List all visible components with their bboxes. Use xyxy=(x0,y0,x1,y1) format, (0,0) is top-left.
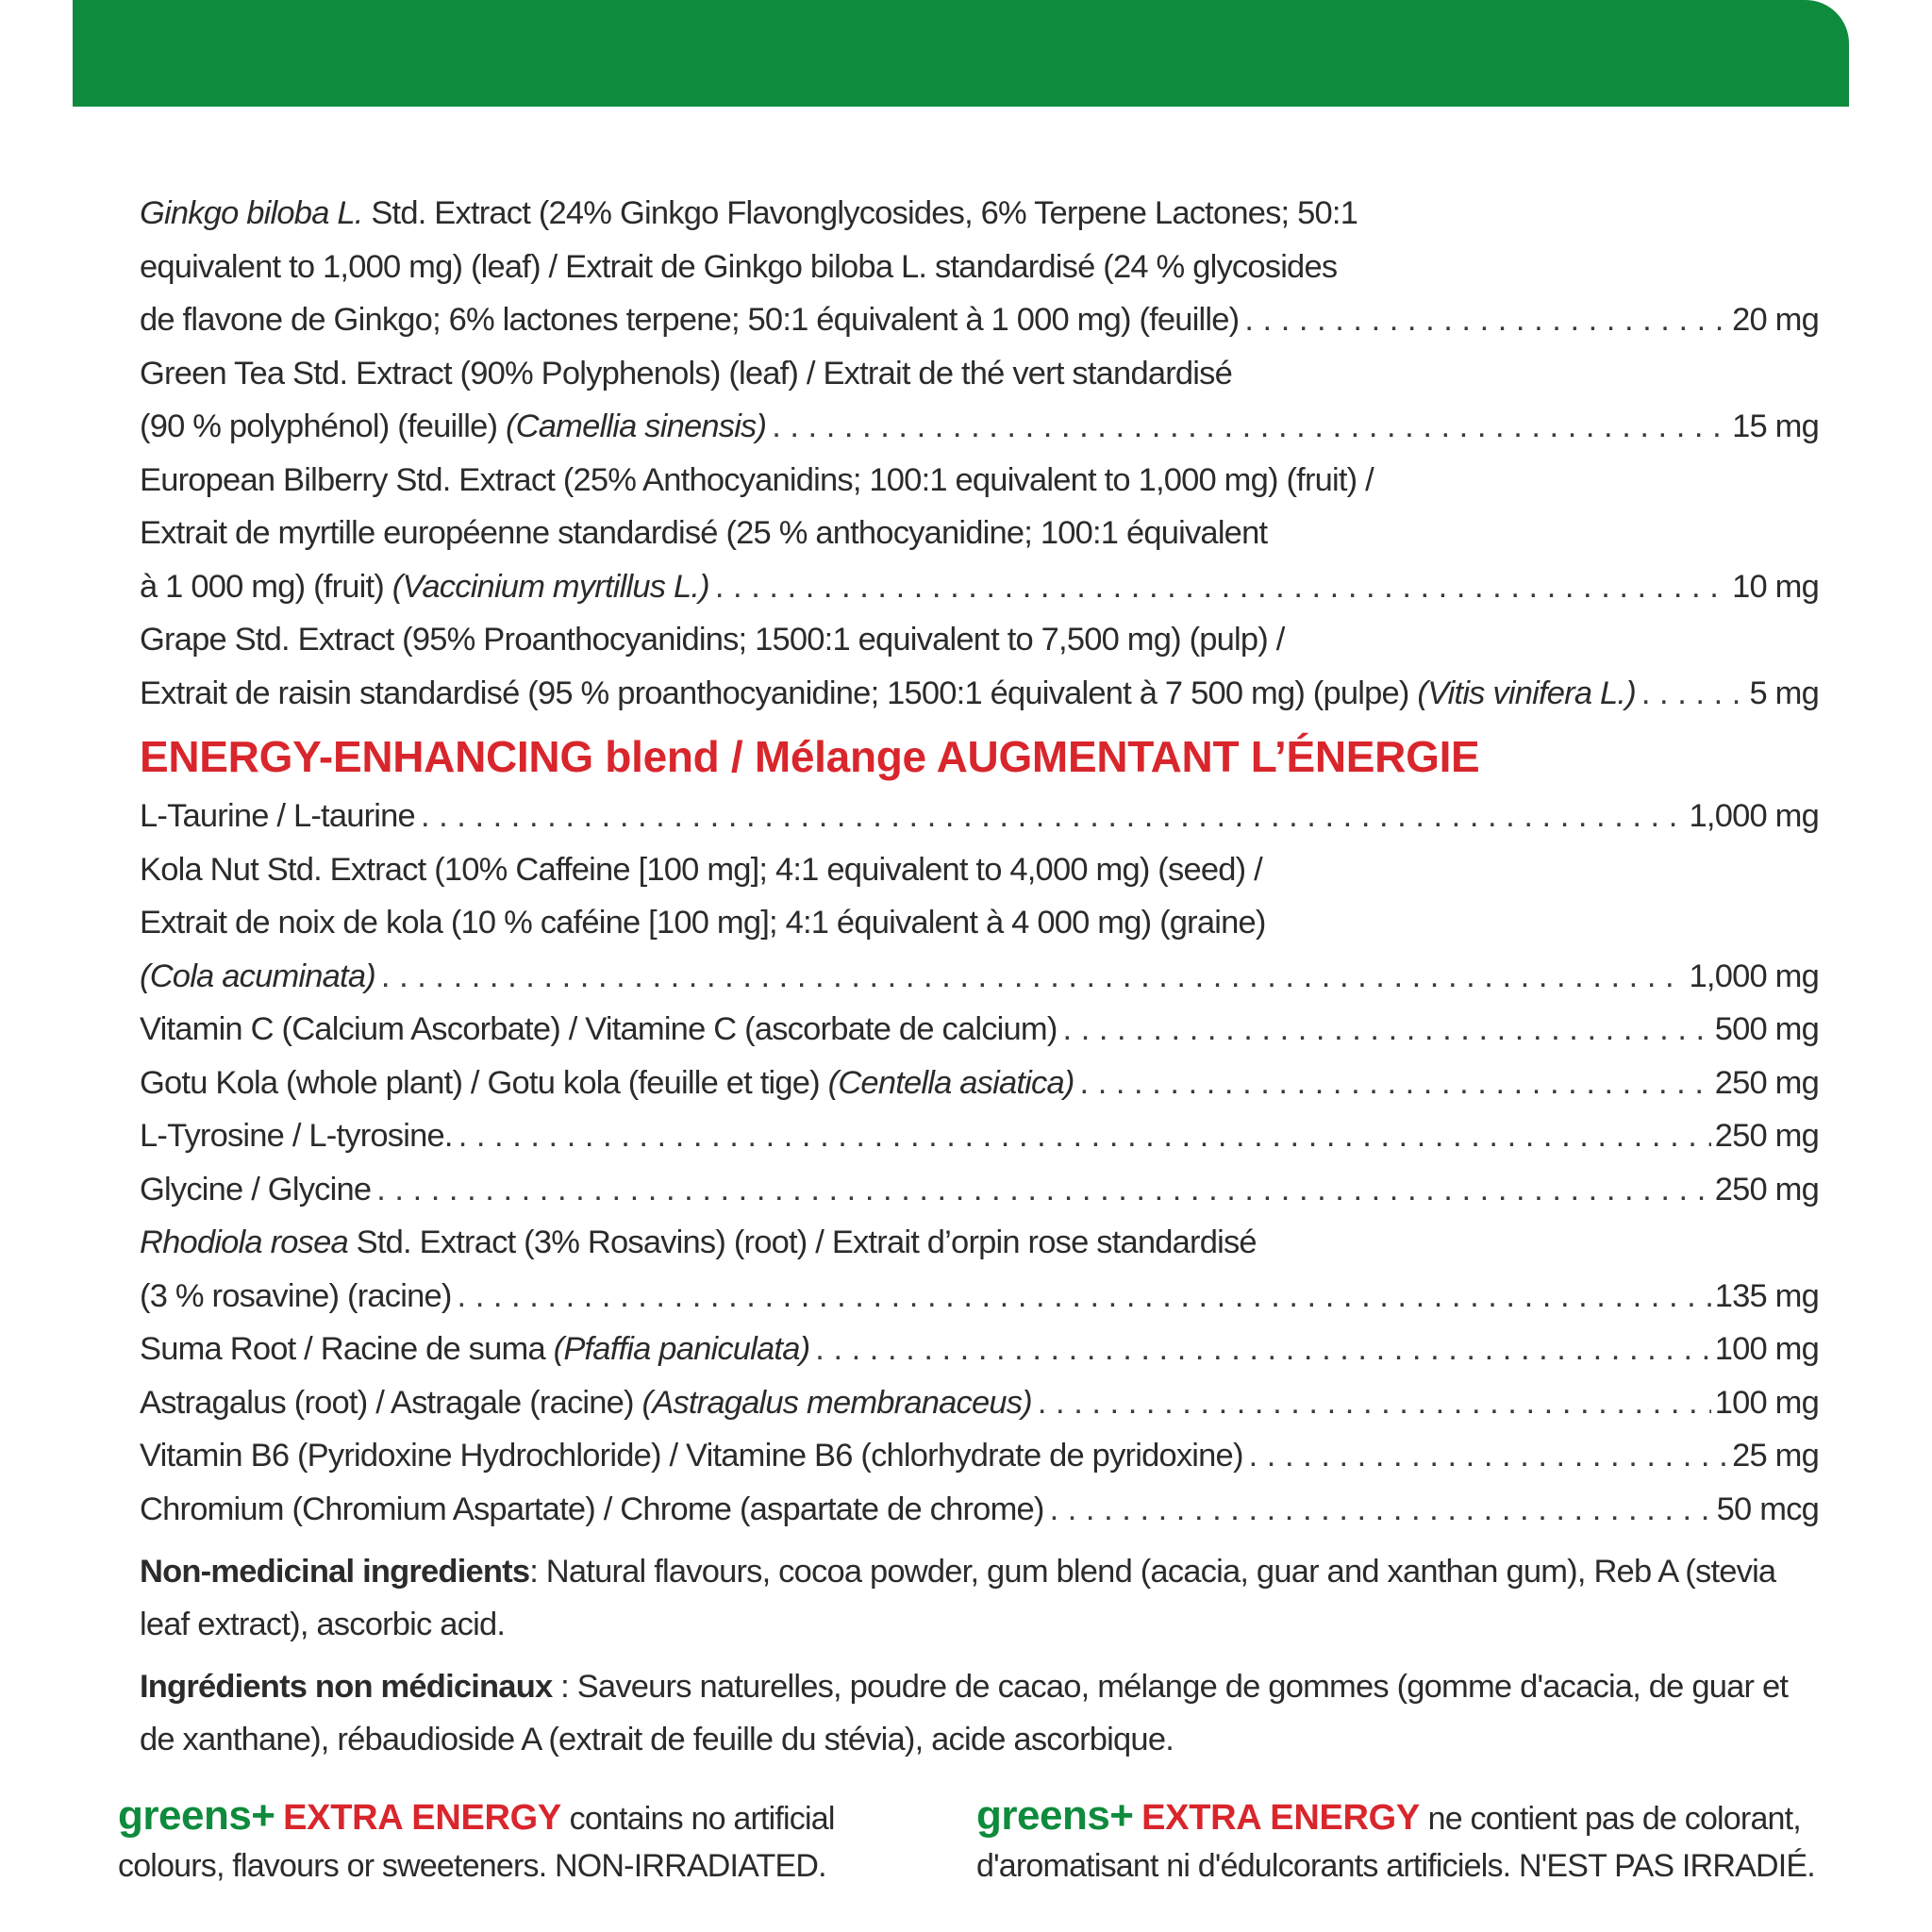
ingredient-text xyxy=(140,1429,1243,1483)
latin-name: Ginkgo biloba L. xyxy=(140,195,363,231)
footer-french xyxy=(976,1792,1844,1890)
ingredient-text xyxy=(140,560,709,614)
dot-leader xyxy=(458,1270,1711,1324)
ingredient-line xyxy=(140,1163,1819,1217)
latin-name: (Centella asiatica) xyxy=(827,1064,1074,1101)
dot-leader xyxy=(772,400,1728,454)
latin-name: (Vitis vinifera L.) xyxy=(1417,675,1636,711)
green-header-banner xyxy=(73,0,1849,107)
paragraph-text: : Natural flavours, cocoa powder, gum blend (acacia, guar and xanthan gum), Reb A (stevia leaf extract), ascorbic acid. xyxy=(140,1554,1776,1642)
dot-leader xyxy=(1080,1057,1711,1110)
ingredient-text-segment: Kola Nut Std. Extract (10% Caffeine [100 mg]; 4:1 equivalent to 4,000 mg) (seed) / xyxy=(140,851,1262,888)
ingredient-line xyxy=(140,507,1819,560)
ingredient-text-segment: Std. Extract (3% Rosavins) (root) / Extrait d’orpin rose standardisé xyxy=(347,1224,1257,1260)
ingredient-line xyxy=(140,560,1819,614)
dot-leader xyxy=(1641,667,1740,721)
dot-leader xyxy=(376,1163,1710,1217)
footer-statement: contains no artificial colours, flavours or sweeteners. NON-IRRADIATED. xyxy=(118,1801,835,1884)
ingredient-text-segment: Extrait de noix de kola (10 % caféine [100 mg]; 4:1 équivalent à 4 000 mg) (graine) xyxy=(140,905,1266,941)
ingredient-line xyxy=(140,1323,1819,1376)
non-medicinal-ingredients-fr xyxy=(140,1660,1819,1766)
ingredient-line xyxy=(140,1057,1819,1110)
ingredient-line xyxy=(140,1216,1819,1270)
product-name: EXTRA ENERGY xyxy=(1141,1798,1420,1838)
ingredient-text-segment: European Bilberry Std. Extract (25% Anthocyanidins; 100:1 equivalent to 1,000 mg) (fruit) / xyxy=(140,461,1374,498)
ingredient-text-segment: Green Tea Std. Extract (90% Polyphenols) (leaf) / Extrait de thé vert standardisé xyxy=(140,355,1232,391)
product-name: EXTRA ENERGY xyxy=(283,1798,561,1838)
dot-leader xyxy=(1249,1429,1728,1483)
ingredient-text xyxy=(140,896,1266,950)
ingredient-amount: 5 mg xyxy=(1749,675,1819,711)
ingredient-amount: 15 mg xyxy=(1732,408,1819,444)
ingredient-amount: 100 mg xyxy=(1714,1331,1819,1367)
ingredient-text xyxy=(140,400,766,454)
ingredient-list xyxy=(140,187,1819,1766)
ingredient-text xyxy=(140,790,415,843)
ingredient-line xyxy=(140,896,1819,950)
ingredient-text-segment: Grape Std. Extract (95% Proanthocyanidins; 1500:1 equivalent to 7,500 mg) (pulp) / xyxy=(140,622,1285,658)
ingredient-text xyxy=(140,613,1285,667)
ingredient-text-segment: L-Tyrosine / L-tyrosine. xyxy=(140,1118,453,1154)
ingredient-line xyxy=(140,293,1819,347)
paragraph-label: Ingrédients non médicinaux xyxy=(140,1669,553,1705)
ingredient-amount: 25 mg xyxy=(1732,1438,1819,1474)
ingredient-text xyxy=(140,843,1262,897)
brand-logo-text: greens+ xyxy=(976,1792,1134,1839)
ingredient-text-segment: Extrait de raisin standardisé (95 % proanthocyanidine; 1500:1 équivalent à 7 500 mg) (pulpe) xyxy=(140,675,1418,711)
ingredient-amount: 10 mg xyxy=(1732,568,1819,605)
ingredient-text-segment: Std. Extract (24% Ginkgo Flavonglycosides, 6% Terpene Lactones; 50:1 xyxy=(362,195,1358,231)
ingredient-text xyxy=(140,1483,1044,1537)
dot-leader xyxy=(1244,293,1728,347)
dot-leader xyxy=(715,560,1728,614)
ingredient-text-segment: Glycine / Glycine xyxy=(140,1171,372,1208)
ingredient-line xyxy=(140,950,1819,1004)
ingredient-text-segment: L-Taurine / L-taurine xyxy=(140,798,415,834)
ingredient-text xyxy=(140,293,1239,347)
ingredient-text-segment: de flavone de Ginkgo; 6% lactones terpene; 50:1 équivalent à 1 000 mg) (feuille) xyxy=(140,302,1240,338)
dot-leader xyxy=(1050,1483,1713,1537)
ingredient-amount: 135 mg xyxy=(1714,1277,1819,1314)
ingredient-text-segment: Astragalus (root) / Astragale (racine) xyxy=(140,1384,642,1421)
ingredient-amount: 250 mg xyxy=(1714,1171,1819,1208)
latin-name: Rhodiola rosea xyxy=(140,1224,348,1260)
ingredient-amount: 20 mg xyxy=(1732,302,1819,338)
ingredient-line xyxy=(140,667,1819,721)
dot-leader xyxy=(1063,1003,1711,1057)
ingredient-line xyxy=(140,1270,1819,1324)
ingredient-amount: 250 mg xyxy=(1714,1064,1819,1101)
ingredient-text xyxy=(140,1270,452,1324)
ingredient-line xyxy=(140,241,1819,294)
ingredient-amount: 100 mg xyxy=(1714,1384,1819,1421)
ingredient-text-segment: Chromium (Chromium Aspartate) / Chrome (aspartate de chrome) xyxy=(140,1491,1044,1527)
ingredient-line xyxy=(140,400,1819,454)
ingredient-text xyxy=(140,1057,1074,1110)
ingredient-line xyxy=(140,1003,1819,1057)
ingredient-text-segment: Suma Root / Racine de suma xyxy=(140,1331,554,1367)
paragraph-text: : Saveurs naturelles, poudre de cacao, mélange de gommes (gomme d'acacia, de guar et de xanthane), rébaudioside A (extrait de feuille du stévia), acide ascorbique. xyxy=(140,1669,1789,1757)
ingredient-line xyxy=(140,613,1819,667)
latin-name: (Cola acuminata) xyxy=(140,958,375,994)
latin-name: (Camellia sinensis) xyxy=(505,408,767,444)
dot-leader xyxy=(421,790,1686,843)
ingredient-amount: 250 mg xyxy=(1714,1118,1819,1154)
dot-leader xyxy=(815,1323,1710,1376)
ingredient-line xyxy=(140,790,1819,843)
ingredient-line xyxy=(140,1109,1819,1163)
ingredient-text-segment: (90 % polyphénol) (feuille) xyxy=(140,408,506,444)
paragraph-label: Non-medicinal ingredients xyxy=(140,1554,530,1590)
dot-leader xyxy=(458,1109,1711,1163)
ingredient-text xyxy=(140,507,1267,560)
non-medicinal-ingredients-en xyxy=(140,1545,1819,1651)
ingredient-text xyxy=(140,454,1374,508)
latin-name: (Astragalus membranaceus) xyxy=(641,1384,1032,1421)
footer-english xyxy=(118,1792,901,1890)
ingredient-text-segment: Gotu Kola (whole plant) / Gotu kola (feuille et tige) xyxy=(140,1064,828,1101)
ingredient-amount: 1,000 mg xyxy=(1689,798,1819,834)
ingredient-text xyxy=(140,1216,1257,1270)
ingredient-text-segment: à 1 000 mg) (fruit) xyxy=(140,568,392,605)
ingredient-line xyxy=(140,1376,1819,1430)
ingredient-line xyxy=(140,187,1819,241)
latin-name: (Vaccinium myrtillus L.) xyxy=(391,568,709,605)
ingredient-text xyxy=(140,1003,1058,1057)
ingredient-text xyxy=(140,1109,453,1163)
ingredient-text xyxy=(140,1376,1032,1430)
dot-leader xyxy=(1038,1376,1711,1430)
ingredient-line xyxy=(140,347,1819,401)
ingredient-text xyxy=(140,241,1337,294)
blend-heading: ENERGY-ENHANCING blend / Mélange AUGMENTANT L’ÉNERGIE xyxy=(140,732,1480,781)
ingredient-amount: 50 mcg xyxy=(1716,1491,1819,1527)
ingredient-text xyxy=(140,187,1357,241)
footer-statement: ne contient pas de colorant, d'aromatisant ni d'édulcorants artificiels. N'EST PAS IRRADIÉ. xyxy=(976,1801,1815,1884)
ingredient-text-segment: equivalent to 1,000 mg) (leaf) / Extrait de Ginkgo biloba L. standardisé (24 % glycosides xyxy=(140,248,1338,285)
ingredient-text-segment: Extrait de myrtille européenne standardisé (25 % anthocyanidine; 100:1 équivalent xyxy=(140,515,1268,551)
ingredient-text-segment: (3 % rosavine) (racine) xyxy=(140,1277,452,1314)
ingredient-text xyxy=(140,667,1636,721)
ingredient-amount: 500 mg xyxy=(1714,1011,1819,1047)
ingredient-line xyxy=(140,454,1819,508)
ingredient-line xyxy=(140,1429,1819,1483)
ingredient-line xyxy=(140,843,1819,897)
ingredient-text xyxy=(140,1323,809,1376)
ingredient-amount: 1,000 mg xyxy=(1689,958,1819,994)
ingredient-text-segment: Vitamin B6 (Pyridoxine Hydrochloride) / Vitamine B6 (chlorhydrate de pyridoxine) xyxy=(140,1438,1243,1474)
dot-leader xyxy=(381,950,1686,1004)
ingredient-text xyxy=(140,950,375,1004)
ingredient-text xyxy=(140,347,1232,401)
ingredient-text xyxy=(140,1163,371,1217)
ingredient-line xyxy=(140,1483,1819,1537)
brand-logo-text: greens+ xyxy=(118,1792,275,1839)
ingredient-text-segment: Vitamin C (Calcium Ascorbate) / Vitamine C (ascorbate de calcium) xyxy=(140,1011,1058,1047)
latin-name: (Pfaffia paniculata) xyxy=(553,1331,810,1367)
